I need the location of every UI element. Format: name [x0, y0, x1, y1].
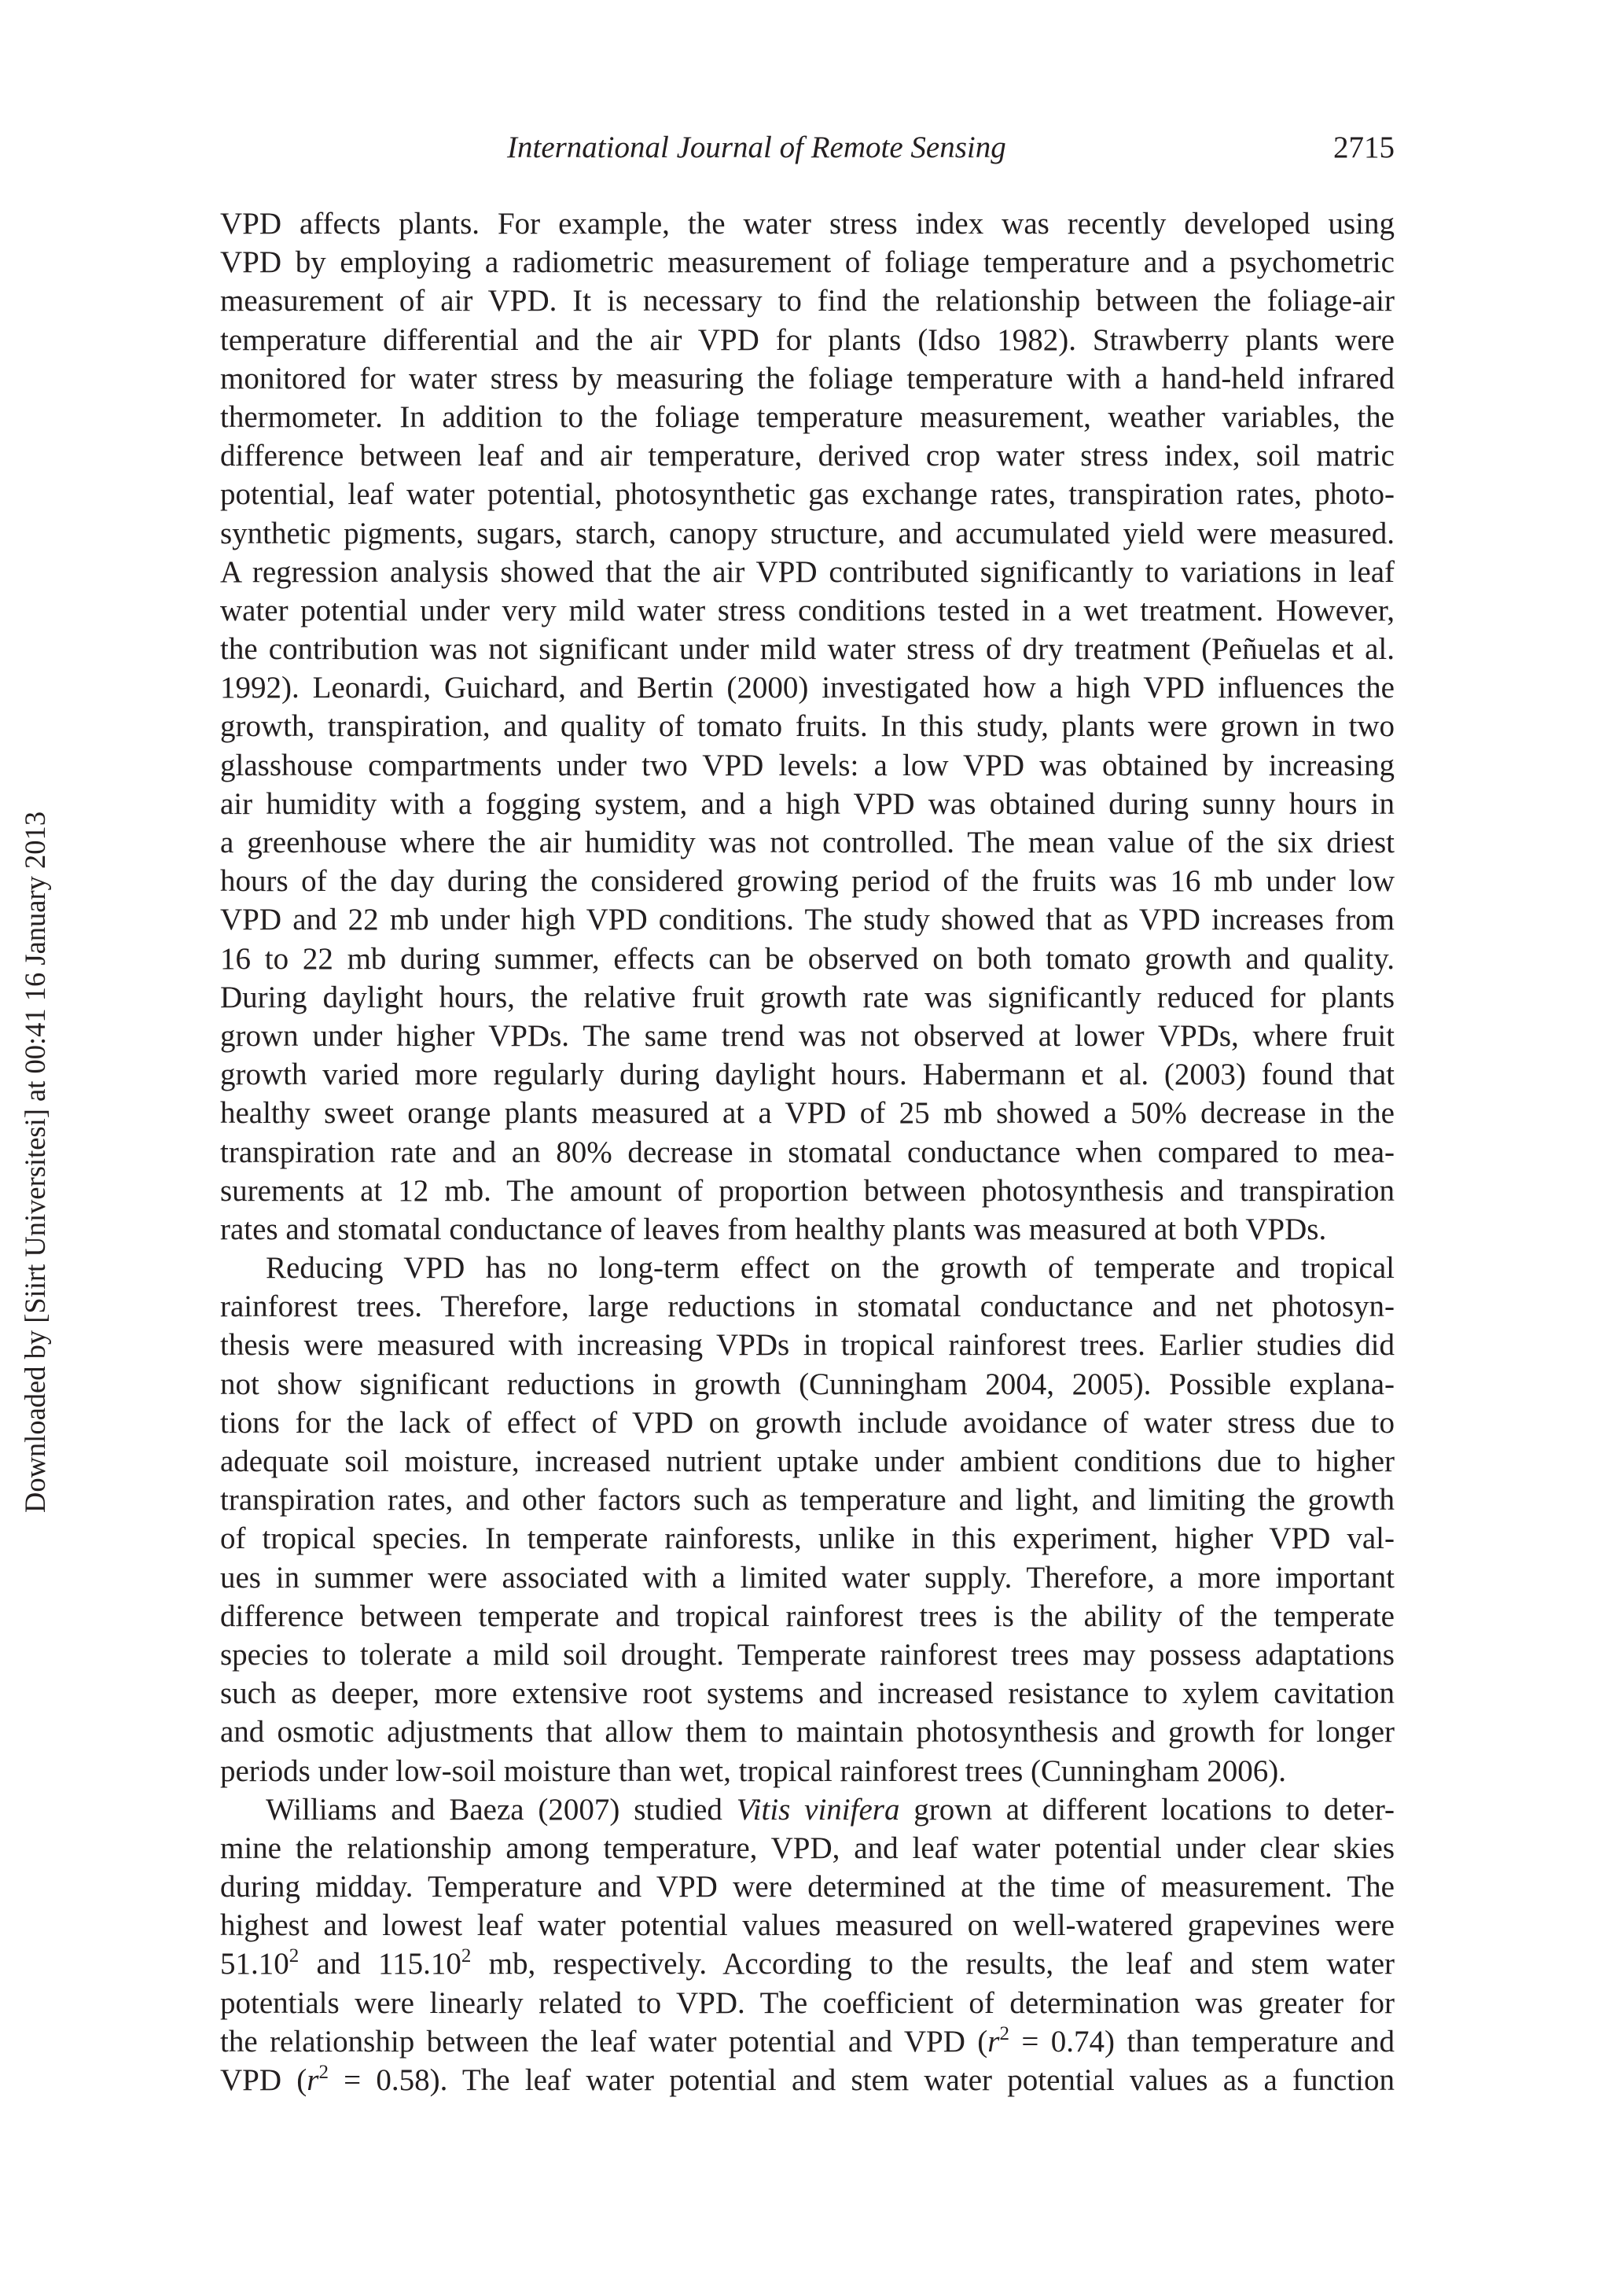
superscript: 2 [999, 2022, 1009, 2044]
page-number: 2715 [1333, 131, 1395, 164]
text-line: transpiration rates, and other factors such as temperature and light, and limiting the growth [220, 1483, 1395, 1518]
text-line: ues in summer were associated with a limited water supply. Therefore, a more important [220, 1560, 1395, 1595]
text-line: rates and stomatal conductance of leaves from healthy plants was measured at both VPDs. [220, 1212, 1327, 1246]
text-line: the contribution was not significant under mild water stress of dry treatment (Peñuelas et al. [220, 632, 1395, 667]
text-line: potentials were linearly related to VPD. The coefficient of determination was greater for [220, 1985, 1395, 2020]
text-line: 1992). Leonardi, Guichard, and Bertin (2000) investigated how a high VPD influences the [220, 671, 1395, 705]
superscript: 2 [318, 2062, 329, 2083]
text-line: during midday. Temperature and VPD were determined at the time of measurement. The [220, 1870, 1395, 1904]
text-line: of tropical species. In temperate rainforests, unlike in this experiment, higher VPD val- [220, 1521, 1395, 1556]
text-line: 16 to 22 mb during summer, effects can be observed on both tomato growth and quality. [220, 941, 1395, 976]
text-line: periods under low-soil moisture than wet, tropical rainforest trees (Cunningham 2006). [220, 1753, 1287, 1788]
text-line: a greenhouse where the air humidity was not controlled. The mean value of the six driest [220, 826, 1395, 859]
text-line: air humidity with a fogging system, and a high VPD was obtained during sunny hours in [220, 786, 1395, 821]
text-line: such as deeper, more extensive root systems and increased resistance to xylem cavitation [220, 1676, 1395, 1711]
text-line: Williams and Baeza (2007) studied Vitis vinifera grown at different locations to deter- [266, 1792, 1395, 1827]
text-line: thermometer. In addition to the foliage temperature measurement, weather variables, the [220, 399, 1395, 434]
text-line: difference between temperate and tropical rainforest trees is the ability of the temperate [220, 1599, 1395, 1633]
article-body [220, 204, 1395, 2099]
paragraph-1 [220, 204, 1395, 1249]
text-line: monitored for water stress by measuring the foliage temperature with a hand-held infrared [220, 361, 1395, 396]
variable-r: r [307, 2063, 319, 2097]
text-line: and osmotic adjustments that allow them to maintain photosynthesis and growth for longer [220, 1715, 1395, 1750]
text-line: VPD and 22 mb under high VPD conditions. The study showed that as VPD increases from [220, 903, 1395, 937]
text-line: not show significant reductions in growth (Cunningham 2004, 2005). Possible explana- [220, 1367, 1395, 1401]
text-line: potential, leaf water potential, photosynthetic gas exchange rates, transpiration rates, photo- [220, 477, 1395, 512]
text-line: glasshouse compartments under two VPD levels: a low VPD was obtained by increasing [220, 748, 1395, 782]
text-line: measurement of air VPD. It is necessary to find the relationship between the foliage-air [220, 284, 1395, 318]
download-watermark [0, 753, 71, 1571]
text-line: thesis were measured with increasing VPDs in tropical rainforest trees. Earlier studies did [220, 1328, 1395, 1363]
text-line: the relationship between the leaf water potential and VPD $(r^2 = 0.74)$ than temperature and [220, 2022, 1395, 2059]
text-line: growth, transpiration, and quality of tomato fruits. In this study, plants were grown in two [220, 709, 1395, 744]
journal-title: International Journal of Remote Sensing [507, 131, 1006, 164]
text-line: highest and lowest leaf water potential values measured on well-watered grapevines were [220, 1908, 1395, 1943]
text-line: water potential under very mild water stress conditions tested in a wet treatment. However, [220, 593, 1395, 627]
text-line: rainforest trees. Therefore, large reductions in stomatal conductance and net photosyn- [220, 1290, 1395, 1324]
text-line: healthy sweet orange plants measured at a VPD of 25 mb showed a 50% decrease in the [220, 1096, 1395, 1131]
text-line: Reducing VPD has no long-term effect on the growth of temperate and tropical [266, 1251, 1395, 1286]
species-name: Vitis vinifera [736, 1792, 900, 1827]
text-line: transpiration rate and an 80% decrease in stomatal conductance when compared to mea- [220, 1135, 1395, 1169]
text-line: adequate soil moisture, increased nutrient uptake under ambient conditions due to higher [220, 1444, 1395, 1478]
text-line: VPD affects plants. For example, the water stress index was recently developed using [220, 207, 1395, 241]
text-line: VPD $(r^2 = 0.58)$. The leaf water potential and stem water potential values as a function [220, 2062, 1395, 2097]
text-line: tions for the lack of effect of VPD on growth include avoidance of water stress due to [220, 1405, 1395, 1440]
text-line: A regression analysis showed that the air VPD contributed significantly to variations in leaf [220, 554, 1395, 589]
paragraph-3 [220, 1790, 1395, 2100]
text-line: During daylight hours, the relative fruit growth rate was significantly reduced for plants [220, 980, 1395, 1014]
text-line: growth varied more regularly during daylight hours. Habermann et al. (2003) found that [220, 1058, 1395, 1092]
text-line: mine the relationship among temperature, VPD, and leaf water potential under clear skies [220, 1831, 1395, 1865]
text-line: difference between leaf and air temperature, derived crop water stress index, soil matric [220, 439, 1395, 473]
watermark-text: Downloaded by [Siirt Universitesi] at 00:41 16 January 2013 [19, 811, 51, 1514]
superscript: 2 [461, 1945, 472, 1967]
text-line: hours of the day during the considered growing period of the fruits was 16 mb under low [220, 864, 1395, 899]
variable-r: r [987, 2024, 1000, 2059]
text-line: 51.10$^2$ and 115.10$^2$ mb, respectively. According to the results, the leaf and stem water [220, 1945, 1395, 1981]
text-line: grown under higher VPDs. The same trend was not observed at lower VPDs, where fruit [220, 1018, 1395, 1053]
text-line: species to tolerate a mild soil drought. Temperate rainforest trees may possess adaptations [220, 1637, 1395, 1672]
running-header [220, 126, 1395, 170]
text-line: temperature differential and the air VPD for plants (Idso 1982). Strawberry plants were [220, 322, 1395, 357]
text-line: VPD by employing a radiometric measurement of foliage temperature and a psychometric [220, 245, 1395, 280]
text-line: synthetic pigments, sugars, starch, canopy structure, and accumulated yield were measured. [220, 516, 1395, 550]
superscript: 2 [289, 1945, 300, 1967]
paragraph-2 [220, 1249, 1395, 1790]
text-line: surements at 12 mb. The amount of proportion between photosynthesis and transpiration [220, 1173, 1395, 1208]
